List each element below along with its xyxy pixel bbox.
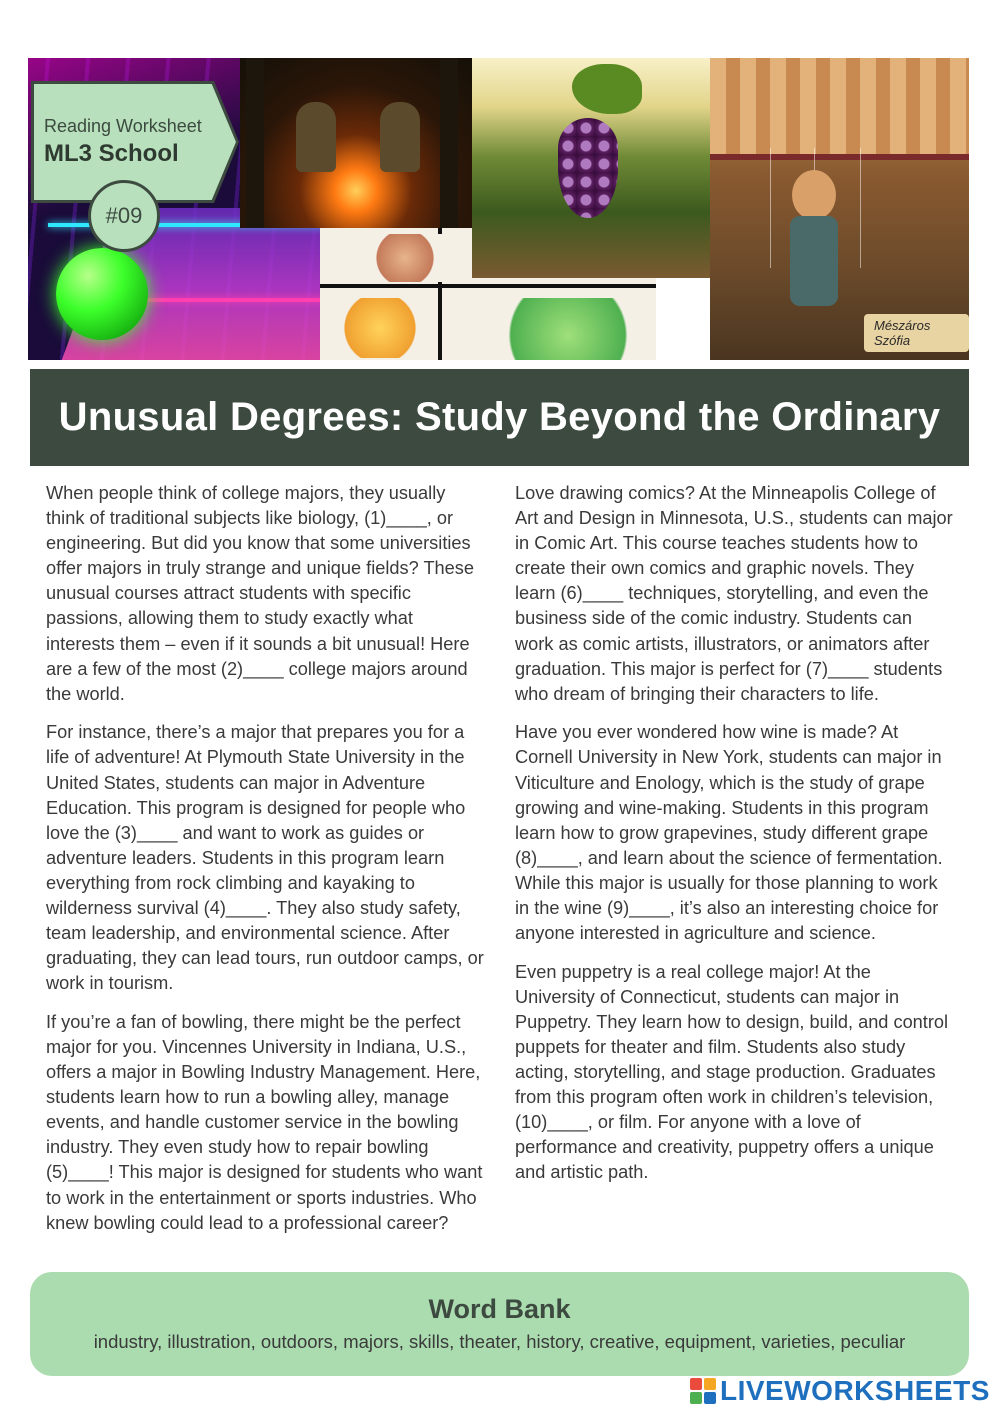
logo-square-2 <box>704 1378 716 1390</box>
liveworksheets-logo[interactable] <box>690 1374 990 1408</box>
right-column <box>515 481 955 1199</box>
left-column <box>46 481 486 1249</box>
paragraph-bowling: If you’re a fan of bowling, there might be the perfect major for you. Vincennes University in Indiana, U.S., offers a major in Bowling Industry Management. Here, students learn how to run a bowling alley, manage events, and handle customer service in the bowling industry. They even study how to repair bowling (5)____! This major is designed for students who want to work in the entertainment or sports industries. Who knew bowling could lead to a professional career? <box>46 1011 483 1233</box>
word-bank-heading: Word Bank <box>428 1294 571 1324</box>
title-bar <box>30 369 969 466</box>
logo-grid-icon <box>690 1378 716 1404</box>
word-bank-words: industry, illustration, outdoors, majors, skills, theater, history, creative, equipment, varieties, peculiar <box>93 1331 906 1352</box>
issue-number: #09 <box>88 180 160 252</box>
page-title: Unusual Degrees: Study Beyond the Ordinary <box>58 395 941 439</box>
school-name: ML3 School <box>44 140 179 167</box>
logo-square-4 <box>704 1392 716 1404</box>
grapes-image <box>472 58 710 278</box>
paragraph-puppetry: Even puppetry is a real college major! At the University of Connecticut, students can major in Puppetry. They learn how to design, build, and control puppets for theater and film. Students also study acting, storytelling, and stage production. Graduates from this program often work in children’s television, (10)____, or film. For anyone with a love of performance and creativity, puppetry offers a unique and artistic path. <box>515 961 949 1183</box>
paragraph-adventure: For instance, there’s a major that prepares you for a life of adventure! At Plymouth State University in the United States, students can major in Adventure Education. This program is designed for people who love the (3)____ and want to work as guides or adventure leaders. Students in this program learn everything from rock climbing and kayaking to wilderness survival (4)____. They also study safety, team leadership, and environmental science. After graduating, they can lead tours, run outdoor camps, or work in tourism. <box>46 722 484 994</box>
campfire-image <box>240 58 472 228</box>
brand-name: LIVEWORKSHEETS <box>720 1375 990 1406</box>
badge-subtitle: Reading Worksheet <box>44 116 202 136</box>
paragraph-comics: Love drawing comics? At the Minneapolis College of Art and Design in Minnesota, U.S., students can major in Comic Art. This course teaches students how to create their own comics and graphic novels. They learn (6)____ techniques, storytelling, and even the business side of the comic industry. Students can work as comic artists, illustrators, or animators after graduation. This major is perfect for (7)____ students who dream of bringing their characters to life. <box>515 483 953 704</box>
paragraph-intro: When people think of college majors, they usually think of traditional subjects like biology, (1)____, or engineering. But did you know that some universities offer majors in truly strange and unique fields? These unusual courses attract students with specific passions, allowing them to study exactly what interests them – even if it sounds a bit unusual! Here are a few of the most (2)____ college majors around the world. <box>46 483 474 704</box>
word-bank <box>30 1272 969 1376</box>
image-credit: Mészáros Szófia <box>864 314 969 352</box>
logo-square-1 <box>690 1378 702 1390</box>
logo-square-3 <box>690 1392 702 1404</box>
bowling-ball-image <box>56 248 148 340</box>
paragraph-wine: Have you ever wondered how wine is made? At Cornell University in New York, students can major in Viticulture and Enology, which is the study of grape growing and wine-making. Students in this program learn how to grow grapevines, study different grape (8)____, and learn about the science of fermentation. While this major is usually for those planning to work in the wine (9)____, it’s also an interesting choice for anyone interested in agriculture and science. <box>515 722 943 944</box>
